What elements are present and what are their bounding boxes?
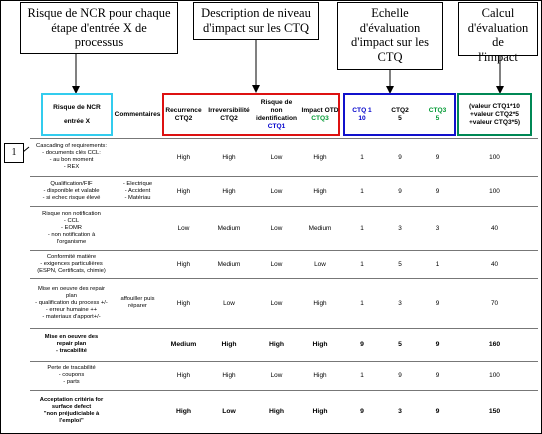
cell-comments [113, 139, 162, 175]
recurrence-value: High [176, 372, 191, 379]
risk-line: Conformité matière [46, 253, 97, 260]
ctq1-value: 1 [360, 187, 364, 195]
header-ctq2 [381, 93, 419, 136]
non-identification-value: High [268, 341, 285, 348]
ctq3-value: 3 [435, 224, 440, 232]
cell-non-identification [253, 251, 300, 277]
cell-impact-otd [300, 329, 340, 360]
callout-scale-line: d'évaluation [359, 20, 421, 35]
total-value: 150 [488, 407, 501, 415]
cell-ctq3 [419, 279, 456, 327]
risk-line: - tracabilité [56, 348, 87, 354]
callout-risk-line: processus [74, 35, 124, 49]
cell-risk [30, 139, 113, 175]
risk-line: - materiaux d'apport+/- [42, 313, 101, 320]
cell-comments [113, 329, 162, 360]
risk-line: - disponible et valable [43, 187, 100, 194]
header-ctq2-weight: 5 [398, 114, 402, 122]
risk-line: Perte de tracabilité [47, 365, 96, 371]
callout-impact-line: Description de niveau [201, 6, 311, 20]
callout-scale-line: d'impact sur les [351, 35, 429, 49]
cell-total [457, 391, 532, 431]
cell-ctq1 [343, 279, 381, 327]
cell-total [457, 207, 532, 249]
header-recurrence-label: Recurrence [165, 106, 202, 114]
comments-line: - Electrique [122, 180, 153, 187]
risk-line: - exigences particulières [40, 260, 103, 267]
impact-otd-value: High [313, 372, 327, 379]
callout-calc-line: Calcul [481, 6, 515, 20]
cell-comments [113, 207, 162, 249]
cell-comments [113, 362, 162, 389]
risk-line: - erreur humaine ++ [45, 306, 98, 313]
total-value: 40 [490, 260, 499, 268]
header-formula [457, 93, 532, 136]
cell-ctq2 [381, 177, 419, 205]
comments-line: réparer [128, 303, 147, 309]
header-ctq3-label: CTQ3 [428, 106, 447, 114]
cell-risk [30, 362, 113, 389]
cell-ctq3 [419, 139, 456, 175]
ctq1-value: 1 [360, 299, 364, 307]
recurrence-value: High [175, 407, 192, 415]
cell-ctq2 [381, 329, 419, 360]
ctq2-value: 5 [398, 260, 402, 268]
impact-otd-value: High [313, 299, 327, 307]
cell-ctq1 [343, 177, 381, 205]
cell-total [457, 279, 532, 327]
cell-ctq1 [343, 329, 381, 360]
total-value: 40 [490, 224, 499, 232]
header-ctq3-weight: 5 [435, 114, 440, 122]
non-identification-value: Low [270, 187, 283, 195]
irreversibility-value: Medium [217, 260, 241, 268]
cell-risk [30, 251, 113, 277]
risk-line: l'organisme [56, 238, 87, 245]
ctq1-value: 1 [360, 260, 364, 268]
cell-impact-otd [300, 391, 340, 431]
cell-ctq3 [419, 177, 456, 205]
cell-total [457, 329, 532, 360]
ctq2-value: 3 [398, 224, 402, 232]
cell-recurrence [162, 139, 205, 175]
non-identification-value: Low [270, 153, 283, 161]
cell-ctq3 [419, 251, 456, 277]
header-formula-line: +valeur CTQ2*5 [470, 110, 519, 118]
irreversibility-value: Medium [217, 224, 241, 232]
callout-risk-line: Risque de NCR pour chaque [27, 6, 171, 20]
cell-total [457, 362, 532, 389]
callout-impact-line: d'impact sur les CTQ [202, 20, 310, 35]
cell-ctq3 [419, 391, 456, 431]
risk-line: surface defect [51, 404, 92, 410]
impact-otd-value: High [313, 187, 327, 195]
cell-irreversibility [205, 362, 253, 389]
cell-comments [113, 279, 162, 327]
recurrence-value: High [176, 299, 191, 307]
cell-irreversibility [205, 207, 253, 249]
non-identification-value: Low [270, 224, 283, 232]
header-irreversibility [205, 93, 253, 136]
cell-irreversibility [205, 279, 253, 327]
risk-line: "non préjudiciable à [43, 411, 100, 417]
cell-recurrence [162, 177, 205, 205]
cell-ctq3 [419, 362, 456, 389]
recurrence-value: Low [177, 224, 190, 232]
cell-ctq1 [343, 391, 381, 431]
arrow-impact-head [252, 85, 260, 93]
header-comments [113, 93, 162, 136]
total-value: 70 [490, 299, 499, 307]
cell-ctq3 [419, 207, 456, 249]
ctq3-value: 9 [435, 341, 440, 348]
cell-ctq2 [381, 207, 419, 249]
comments-line: - Accident [124, 187, 151, 194]
cell-recurrence [162, 391, 205, 431]
recurrence-value: Medium [170, 341, 197, 348]
cell-irreversibility [205, 329, 253, 360]
risk-line: - documents clés CCL: [42, 150, 101, 156]
cell-irreversibility [205, 251, 253, 277]
risk-line: - au bon moment [49, 157, 94, 163]
ctq1-value: 1 [360, 224, 364, 232]
risk-line: plan [66, 292, 77, 299]
risk-line: repair plan [56, 341, 87, 347]
header-otd-ctq: CTQ3 [311, 114, 329, 122]
risk-line: - EOMR [61, 224, 82, 231]
cell-irreversibility [205, 177, 253, 205]
cell-impact-otd [300, 251, 340, 277]
ctq1-value: 1 [360, 372, 364, 379]
ctq2-value: 3 [398, 299, 402, 307]
irreversibility-value: Low [223, 299, 235, 307]
risk-line: Mise en oeuvre des [44, 334, 99, 340]
cell-non-identification [253, 139, 300, 175]
cell-impact-otd [300, 139, 340, 175]
risk-line: - non notification à [47, 231, 96, 238]
cell-recurrence [162, 251, 205, 277]
cell-impact-otd [300, 177, 340, 205]
ctq1-value: 1 [360, 153, 364, 161]
risk-line: - qualification du process +/- [35, 299, 108, 306]
non-identification-value: High [268, 407, 285, 415]
impact-otd-value: Low [314, 260, 326, 268]
ctq2-value: 9 [398, 153, 402, 161]
callout-scale-line: CTQ [377, 49, 403, 64]
recurrence-value: High [176, 187, 191, 195]
cell-total [457, 251, 532, 277]
risk-line: Acceptation critéria for [39, 397, 104, 403]
callout-risk-line: étape d'entrée X de [51, 20, 147, 35]
header-otd-label: Impact OTD [301, 106, 339, 114]
header-nonid-line: non [270, 106, 283, 114]
irreversibility-value: High [222, 187, 236, 195]
ctq2-value: 9 [398, 187, 402, 195]
callout-scale-line: Echelle [371, 6, 409, 20]
impact-otd-value: High [312, 407, 328, 415]
header-formula-line: +valeur CTQ3*5) [468, 118, 521, 126]
header-ctq1-label: CTQ 1 [352, 106, 372, 114]
header-irreversibility-label: Irreversibilité [208, 106, 250, 114]
header-formula-line: (valeur CTQ1*10 [469, 102, 520, 110]
header-non-identification [253, 93, 300, 136]
cell-risk [30, 279, 113, 327]
ctq3-value: 1 [435, 260, 440, 268]
cell-ctq2 [381, 251, 419, 277]
cell-ctq1 [343, 362, 381, 389]
cell-impact-otd [300, 207, 340, 249]
cell-impact-otd [300, 362, 340, 389]
header-recurrence-ctq: CTQ2 [174, 114, 193, 122]
ctq2-value: 9 [398, 372, 402, 379]
callout-calc-line: d'évaluation de [467, 20, 529, 49]
ctq2-value: 3 [398, 407, 402, 415]
header-nonid-line: Risque de [260, 98, 293, 106]
cell-non-identification [253, 207, 300, 249]
non-identification-value: Low [270, 260, 283, 268]
cell-ctq1 [343, 139, 381, 175]
cell-non-identification [253, 177, 300, 205]
header-impact-otd [300, 93, 340, 136]
ctq1-value: 9 [360, 341, 364, 348]
cell-impact-otd [300, 279, 340, 327]
ctq3-value: 9 [435, 407, 440, 415]
cell-recurrence [162, 279, 205, 327]
non-identification-value: Low [270, 372, 283, 379]
cell-recurrence [162, 362, 205, 389]
header-nonid-line: identification [255, 114, 298, 122]
header-ctq1-weight: 10 [358, 114, 366, 122]
impact-otd-value: High [312, 341, 328, 348]
header-nonid-ctq: CTQ1 [267, 122, 286, 130]
header-risk [41, 93, 113, 136]
cell-comments [113, 391, 162, 431]
cell-total [457, 177, 532, 205]
cell-total [457, 139, 532, 175]
risk-line: (ESPN, Certificats, chimie) [37, 267, 106, 274]
risk-line: - parts [63, 379, 80, 385]
risk-line: Mise en oeuvre des repair [37, 285, 106, 292]
cell-risk [30, 329, 113, 360]
cell-ctq1 [343, 251, 381, 277]
cell-risk [30, 391, 113, 431]
cell-ctq2 [381, 279, 419, 327]
cell-ctq2 [381, 362, 419, 389]
recurrence-value: High [176, 153, 191, 161]
header-ctq1 [343, 93, 381, 136]
total-value: 100 [489, 187, 500, 195]
header-risk-line: entrée X [63, 117, 91, 125]
cell-ctq2 [381, 139, 419, 175]
recurrence-value: High [176, 260, 191, 268]
cell-ctq2 [381, 391, 419, 431]
ctq1-value: 9 [360, 407, 364, 415]
irreversibility-value: Low [222, 407, 236, 415]
cell-irreversibility [205, 391, 253, 431]
header-comments-label: Commentaires [114, 110, 161, 118]
header-risk-line: Risque de NCR [53, 103, 101, 111]
header-irreversibility-ctq: CTQ2 [220, 114, 238, 122]
cell-comments [113, 251, 162, 277]
cell-non-identification [253, 391, 300, 431]
total-value: 100 [489, 153, 500, 161]
irreversibility-value: High [222, 153, 236, 161]
risk-line: Qualification/FIF [50, 180, 93, 187]
ctq2-value: 5 [398, 341, 402, 348]
risk-line: l'emploi" [59, 418, 84, 424]
ctq3-value: 9 [435, 372, 440, 379]
cell-ctq1 [343, 207, 381, 249]
comments-line: affouiller puis [120, 296, 155, 302]
row-marker: 1 [4, 143, 24, 163]
non-identification-value: Low [270, 299, 283, 307]
irreversibility-value: High [222, 372, 236, 379]
header-recurrence [162, 93, 205, 136]
cell-non-identification [253, 329, 300, 360]
risk-line: - CCL [63, 217, 80, 224]
risk-line: - REX [63, 164, 80, 170]
risk-line: Risque non notification [42, 210, 101, 217]
total-value: 100 [489, 372, 500, 379]
cell-comments [113, 177, 162, 205]
callout-calc-line: l'impact [478, 49, 518, 64]
header-ctq3 [419, 93, 456, 136]
impact-otd-value: High [313, 153, 327, 161]
cell-recurrence [162, 207, 205, 249]
header-ctq2-label: CTQ2 [391, 106, 409, 114]
risk-line: Cascading of requirements: [36, 143, 107, 149]
cell-recurrence [162, 329, 205, 360]
irreversibility-value: High [221, 341, 237, 348]
ctq3-value: 9 [435, 299, 440, 307]
total-value: 160 [488, 341, 501, 348]
cell-non-identification [253, 279, 300, 327]
ctq3-value: 9 [435, 187, 440, 195]
cell-ctq3 [419, 329, 456, 360]
comments-line: - Matériau [124, 194, 151, 201]
cell-risk [30, 177, 113, 205]
cell-risk [30, 207, 113, 249]
cell-non-identification [253, 362, 300, 389]
risk-line: - coupons [58, 372, 85, 378]
cell-irreversibility [205, 139, 253, 175]
ctq3-value: 9 [435, 153, 440, 161]
risk-line: - si echec risque élevé [42, 194, 101, 201]
impact-otd-value: Medium [308, 224, 332, 232]
